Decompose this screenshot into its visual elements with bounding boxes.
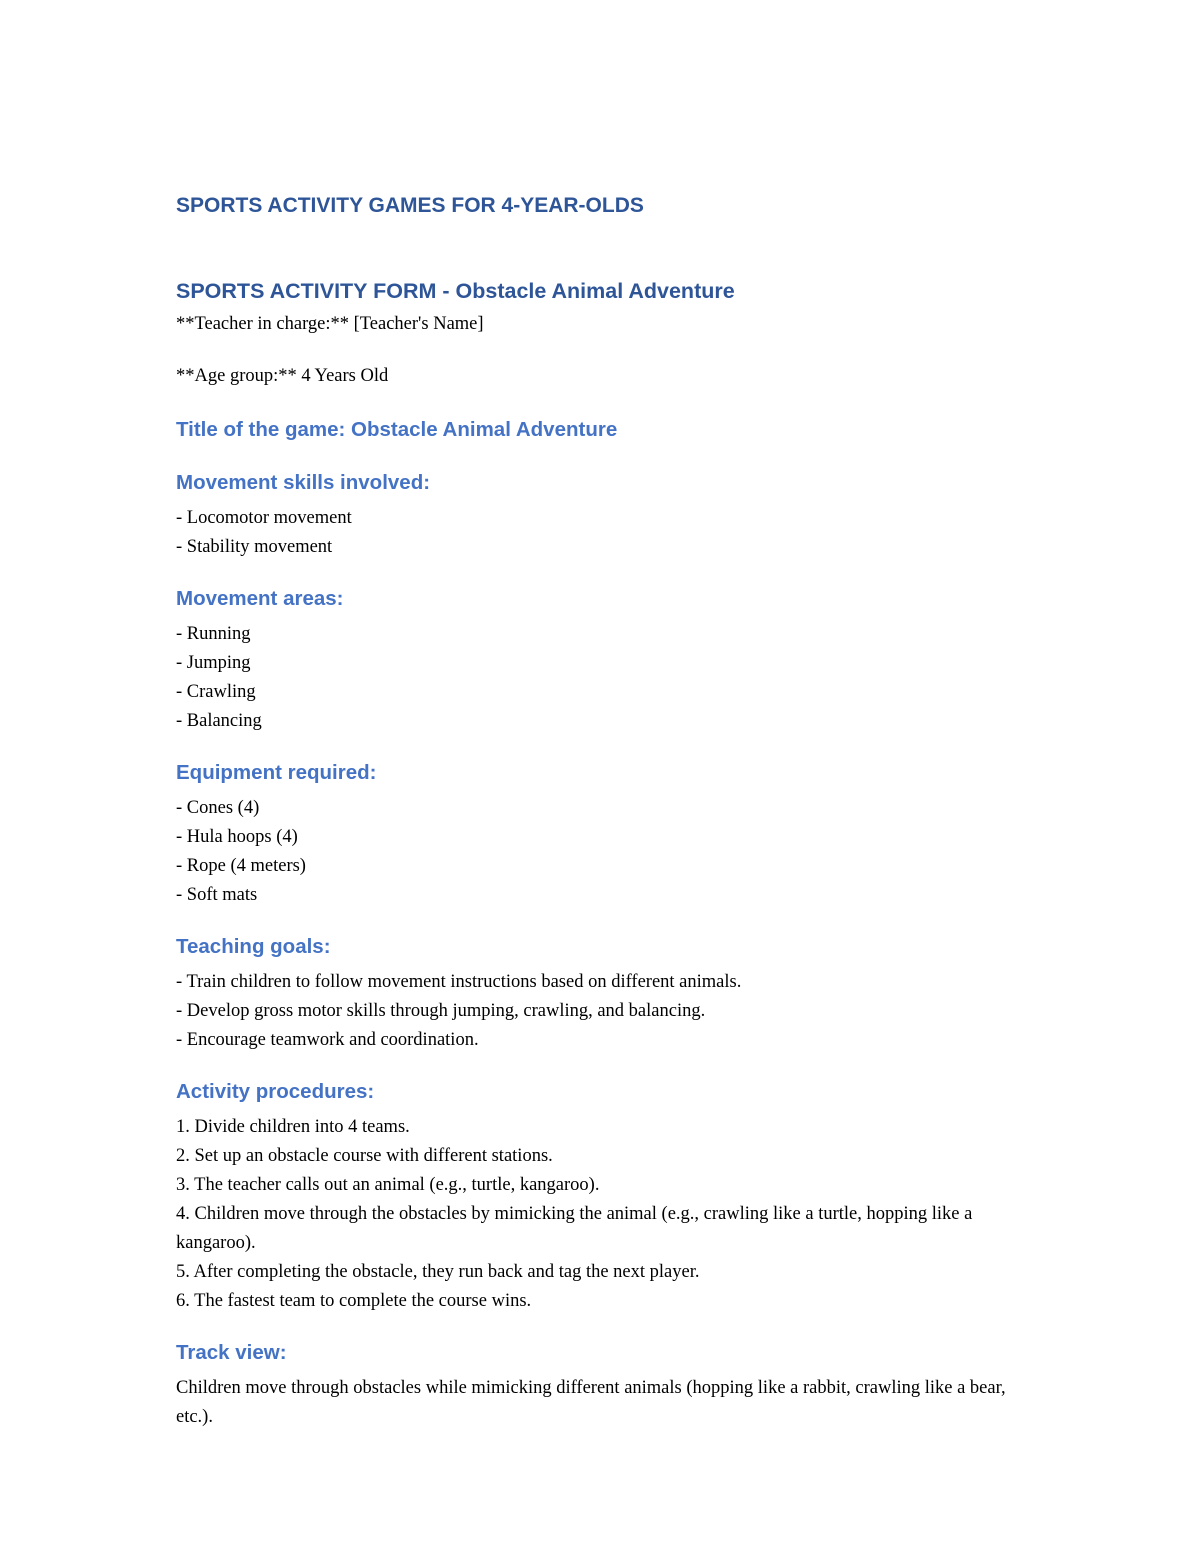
teacher-in-charge: **Teacher in charge:** [Teacher's Name] — [176, 314, 484, 334]
list-item: - Balancing — [176, 711, 262, 731]
list-item: 6. The fastest team to complete the course wins. — [176, 1291, 532, 1311]
list-item: - Running — [176, 624, 251, 644]
form-heading: SPORTS ACTIVITY FORM - Obstacle Animal Adventure — [176, 279, 735, 303]
list-item: - Locomotor movement — [176, 508, 352, 528]
teaching-goals-heading: Teaching goals: — [176, 935, 331, 958]
track-view-text: Children move through obstacles while mimicking different animals (hopping like a rabbit, crawling like a bear, etc.). — [176, 1378, 1006, 1427]
game-title-heading: Title of the game: Obstacle Animal Adventure — [176, 418, 618, 441]
equipment-list — [176, 794, 1026, 910]
list-item: - Develop gross motor skills through jumping, crawling, and balancing. — [176, 1001, 706, 1021]
track-view-heading: Track view: — [176, 1341, 287, 1364]
teaching-goals-list — [176, 968, 1026, 1055]
movement-areas-list — [176, 620, 1026, 736]
movement-areas-heading: Movement areas: — [176, 587, 344, 610]
document-body — [176, 188, 1026, 1432]
procedures-heading: Activity procedures: — [176, 1080, 375, 1103]
list-item: - Stability movement — [176, 537, 333, 557]
list-item: - Rope (4 meters) — [176, 856, 306, 876]
list-item: 5. After completing the obstacle, they run back and tag the next player. — [176, 1262, 700, 1282]
list-item: 3. The teacher calls out an animal (e.g., turtle, kangaroo). — [176, 1175, 600, 1195]
list-item: - Hula hoops (4) — [176, 827, 298, 847]
list-item: 1. Divide children into 4 teams. — [176, 1117, 410, 1137]
list-item: - Cones (4) — [176, 798, 260, 818]
list-item: - Train children to follow movement instructions based on different animals. — [176, 972, 742, 992]
movement-skills-heading: Movement skills involved: — [176, 471, 431, 494]
list-item: 4. Children move through the obstacles by mimicking the animal (e.g., crawling like a turtle, hopping like a kangaroo). — [176, 1204, 973, 1253]
list-item: 2. Set up an obstacle course with different stations. — [176, 1146, 553, 1166]
equipment-heading: Equipment required: — [176, 761, 377, 784]
list-item: - Soft mats — [176, 885, 258, 905]
age-group: **Age group:** 4 Years Old — [176, 366, 389, 386]
list-item: - Encourage teamwork and coordination. — [176, 1030, 479, 1050]
list-item: - Jumping — [176, 653, 251, 673]
movement-skills-list — [176, 504, 1026, 562]
procedures-list — [176, 1113, 1026, 1316]
list-item: - Crawling — [176, 682, 256, 702]
document-title: SPORTS ACTIVITY GAMES FOR 4-YEAR-OLDS — [176, 194, 644, 217]
